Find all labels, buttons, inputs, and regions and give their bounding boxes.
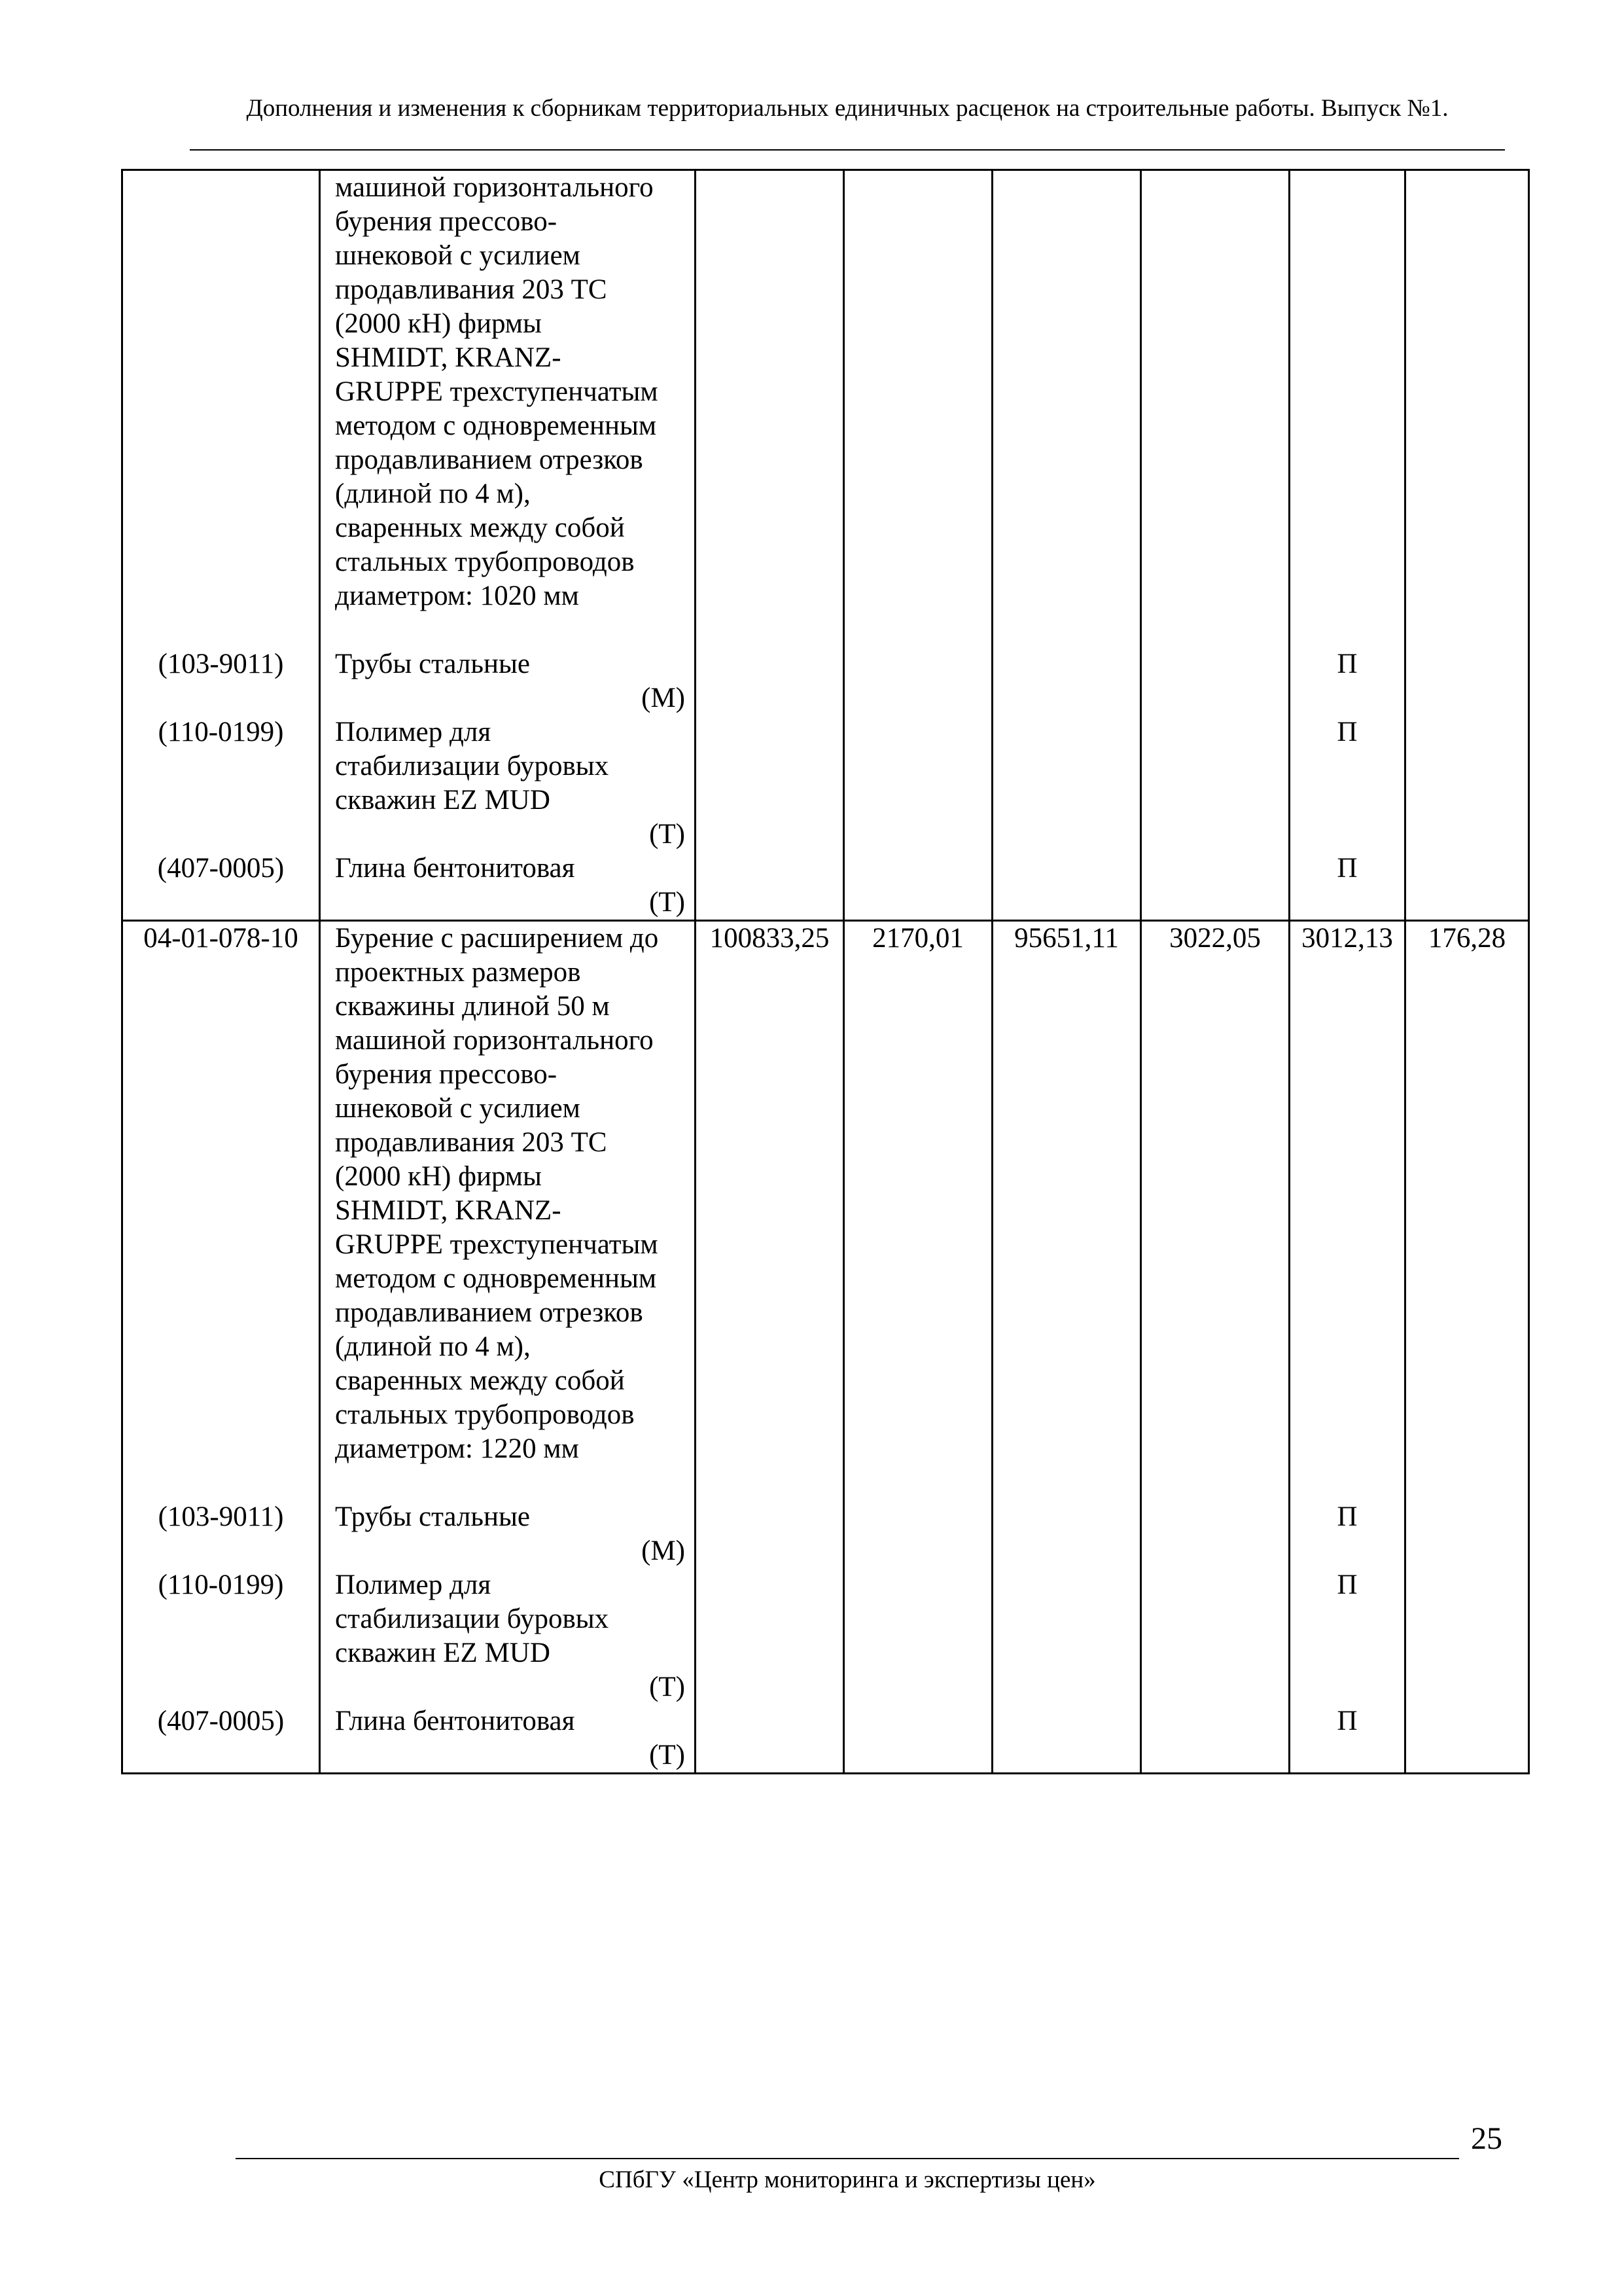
material-code: (407-0005) bbox=[157, 853, 285, 884]
value-cell bbox=[1405, 170, 1529, 921]
description-line: бурения прессово- bbox=[335, 1059, 557, 1090]
material-name: Трубы стальные bbox=[335, 1501, 530, 1532]
value-cell bbox=[1405, 921, 1529, 1774]
code-cell bbox=[122, 170, 320, 921]
material-name: Полимер для bbox=[335, 717, 491, 747]
description-line: GRUPPE трехступенчатым bbox=[335, 376, 658, 407]
material-mark: П bbox=[1337, 853, 1358, 884]
price-table bbox=[121, 169, 1530, 1774]
description-line: Бурение с расширением до bbox=[335, 923, 659, 954]
material-unit: (Т) bbox=[649, 1672, 685, 1702]
description-line: (длиной по 4 м), bbox=[335, 478, 531, 509]
description-line: GRUPPE трехступенчатым bbox=[335, 1229, 658, 1260]
mark-cell bbox=[1290, 170, 1405, 921]
material-code: (110-0199) bbox=[158, 1570, 284, 1600]
material-name: скважин EZ MUD bbox=[335, 1638, 550, 1668]
page-number: 25 bbox=[1471, 2121, 1502, 2156]
description-line: продавливания 203 ТС bbox=[335, 274, 607, 305]
material-name: Глина бентонитовая bbox=[335, 853, 575, 884]
material-name: скважин EZ MUD bbox=[335, 785, 550, 816]
description-line: сваренных между собой bbox=[335, 512, 625, 543]
description-cell bbox=[320, 170, 696, 921]
material-name: Полимер для bbox=[335, 1570, 491, 1600]
mark-cell bbox=[1290, 921, 1405, 1774]
description-line: (2000 кН) фирмы bbox=[335, 308, 542, 339]
material-mark: П bbox=[1337, 1706, 1358, 1736]
material-mark: П bbox=[1337, 1570, 1358, 1600]
material-unit: (М) bbox=[641, 1535, 685, 1566]
description-line: шнековой с усилием bbox=[335, 240, 580, 271]
value-cell bbox=[844, 921, 993, 1774]
item-value: 3022,05 bbox=[1169, 923, 1261, 954]
value-cell bbox=[1141, 921, 1290, 1774]
description-line: стальных трубопроводов bbox=[335, 547, 635, 577]
description-line: скважины длиной 50 м bbox=[335, 991, 610, 1022]
item-code: 04-01-078-10 bbox=[143, 923, 298, 954]
description-line: сваренных между собой bbox=[335, 1365, 625, 1396]
value-cell bbox=[993, 170, 1141, 921]
description-line: (длиной по 4 м), bbox=[335, 1331, 531, 1362]
value-cell bbox=[1141, 170, 1290, 921]
description-line: (2000 кН) фирмы bbox=[335, 1161, 542, 1192]
description-line: SHMIDT, KRANZ- bbox=[335, 342, 561, 373]
value-cell bbox=[696, 170, 844, 921]
description-line: продавливанием отрезков bbox=[335, 1297, 643, 1328]
description-line: проектных размеров bbox=[335, 957, 581, 988]
description-line: SHMIDT, KRANZ- bbox=[335, 1195, 561, 1226]
description-cell bbox=[320, 921, 696, 1774]
table-row bbox=[122, 921, 1529, 1774]
description-line: продавливанием отрезков bbox=[335, 444, 643, 475]
item-value: 100833,25 bbox=[709, 923, 830, 954]
item-value: 95651,11 bbox=[1014, 923, 1119, 954]
material-code: (103-9011) bbox=[158, 649, 284, 679]
page-header: Дополнения и изменения к сборникам территориальных единичных расценок на строительные работы. Выпуск №1. bbox=[246, 95, 1449, 122]
material-name: Глина бентонитовая bbox=[335, 1706, 575, 1736]
material-name: стабилизации буровых bbox=[335, 1604, 609, 1634]
code-cell bbox=[122, 921, 320, 1774]
material-code: (407-0005) bbox=[157, 1706, 285, 1736]
description-line: шнековой с усилием bbox=[335, 1093, 580, 1124]
material-mark: П bbox=[1337, 717, 1358, 747]
item-value: 176,28 bbox=[1428, 923, 1506, 954]
item-value: 3012,13 bbox=[1301, 923, 1393, 954]
page-footer: СПбГУ «Центр мониторинга и экспертизы цен» bbox=[599, 2166, 1096, 2193]
header-divider bbox=[190, 149, 1505, 151]
description-line: машиной горизонтального bbox=[335, 172, 654, 203]
description-line: машиной горизонтального bbox=[335, 1025, 654, 1056]
material-unit: (М) bbox=[641, 683, 685, 713]
material-unit: (Т) bbox=[649, 1740, 685, 1770]
material-mark: П bbox=[1337, 1501, 1358, 1532]
description-line: методом с одновременным bbox=[335, 410, 657, 441]
footer-divider bbox=[236, 2158, 1459, 2159]
description-line: диаметром: 1220 мм bbox=[335, 1433, 579, 1464]
description-line: методом с одновременным bbox=[335, 1263, 657, 1294]
value-cell bbox=[696, 921, 844, 1774]
value-cell bbox=[844, 170, 993, 921]
material-name: стабилизации буровых bbox=[335, 751, 609, 781]
table-row-continuation bbox=[122, 170, 1529, 921]
material-unit: (Т) bbox=[649, 819, 685, 850]
description-line: диаметром: 1020 мм bbox=[335, 581, 579, 611]
material-code: (110-0199) bbox=[158, 717, 284, 747]
material-code: (103-9011) bbox=[158, 1501, 284, 1532]
description-line: стальных трубопроводов bbox=[335, 1399, 635, 1430]
value-cell bbox=[993, 921, 1141, 1774]
material-name: Трубы стальные bbox=[335, 649, 530, 679]
description-line: бурения прессово- bbox=[335, 206, 557, 237]
description-line: продавливания 203 ТС bbox=[335, 1127, 607, 1158]
material-mark: П bbox=[1337, 649, 1358, 679]
item-value: 2170,01 bbox=[872, 923, 964, 954]
material-unit: (Т) bbox=[649, 887, 685, 918]
